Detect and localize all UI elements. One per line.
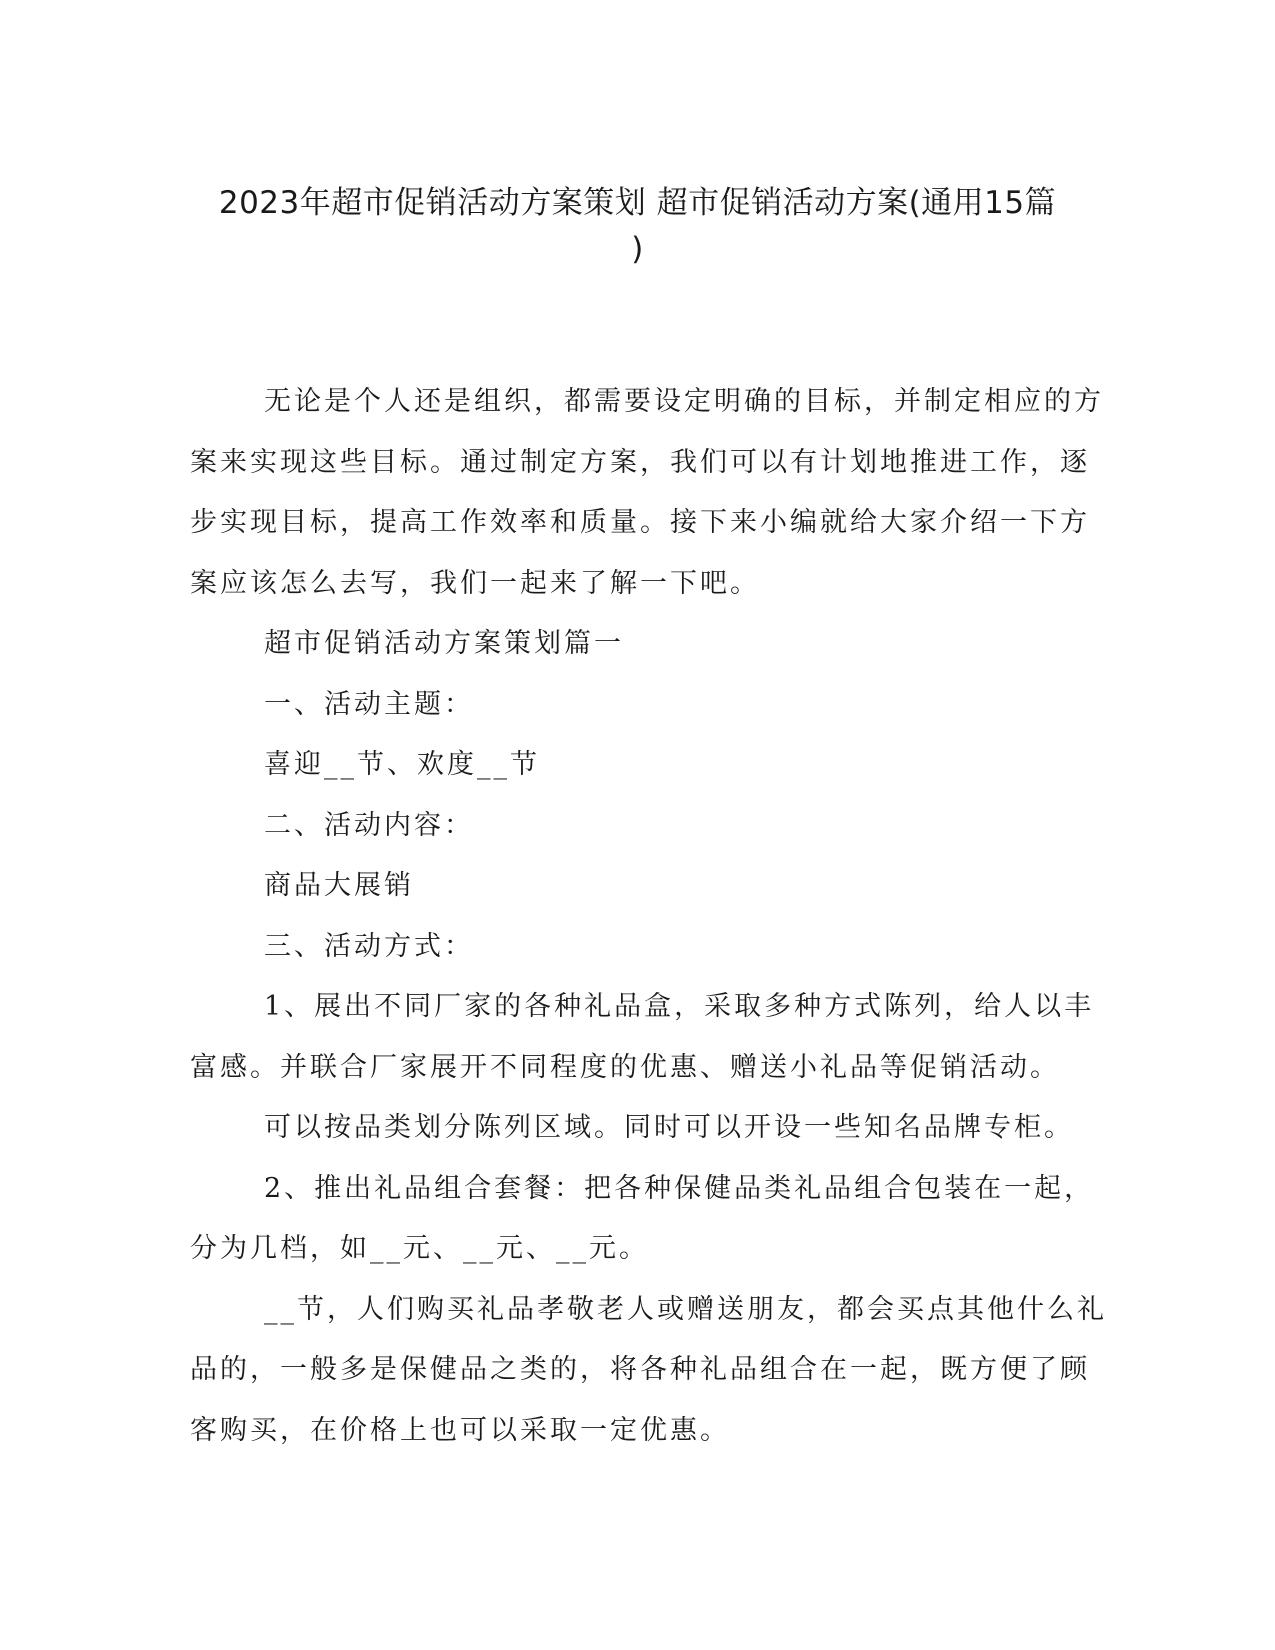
text-line: 一、活动主题：: [264, 688, 474, 720]
intro-paragraph: [190, 372, 1104, 614]
text-line: 二、活动内容：: [264, 809, 474, 841]
text-line: 可以按品类划分陈列区域。同时可以开设一些知名品牌专柜。: [264, 1112, 1074, 1143]
text-line: __节，人们购买礼品孝敬老人或赠送朋友，都会买点其他什么礼: [264, 1293, 1107, 1325]
text-line: 超市促销活动方案策划篇一: [264, 628, 624, 659]
text-line: 分为几档，如__元、__元、__元。: [190, 1233, 649, 1264]
text-line: 无论是个人还是组织，都需要设定明确的目标，并制定相应的方: [264, 386, 1104, 417]
text-line: 三、活动方式：: [264, 930, 474, 962]
text-line: 客购买，在价格上也可以采取一定优惠。: [190, 1414, 730, 1446]
text-line: 商品大展销: [264, 870, 414, 901]
title-line-2: ): [631, 231, 644, 267]
title-line-1: 2023年超市促销活动方案策划 超市促销活动方案(通用15篇: [218, 185, 1057, 221]
subsection-heading: [190, 796, 1075, 857]
text-line: 1、展出不同厂家的各种礼品盒，采取多种方式陈列，给人以丰: [264, 991, 1095, 1022]
text-line: 2、推出礼品组合套餐：把各种保健品类礼品组合包装在一起，: [264, 1172, 1095, 1204]
paragraph: [190, 856, 1075, 917]
text-line: 富感。并联合厂家展开不同程度的优惠、赠送小礼品等促销活动。: [190, 1051, 1060, 1083]
section-heading: [190, 614, 1075, 675]
subsection-heading: [190, 917, 1075, 978]
document-title: [150, 180, 1125, 272]
text-line: 案来实现这些目标。通过制定方案，我们可以有计划地推进工作，逐: [190, 446, 1090, 478]
text-line: 喜迎__节、欢度__节: [264, 749, 540, 780]
subsection-heading: [190, 675, 1075, 736]
paragraph: [190, 735, 1075, 796]
paragraph: [190, 1159, 1095, 1280]
text-line: 步实现目标，提高工作效率和质量。接下来小编就给大家介绍一下方: [190, 507, 1090, 538]
paragraph: [190, 1098, 1075, 1159]
text-line: 案应该怎么去写，我们一起来了解一下吧。: [190, 567, 760, 599]
paragraph: [190, 977, 1095, 1098]
document-body: [190, 372, 1107, 1461]
paragraph: [190, 1280, 1107, 1462]
text-line: 品的，一般多是保健品之类的，将各种礼品组合在一起，既方便了顾: [190, 1354, 1090, 1385]
